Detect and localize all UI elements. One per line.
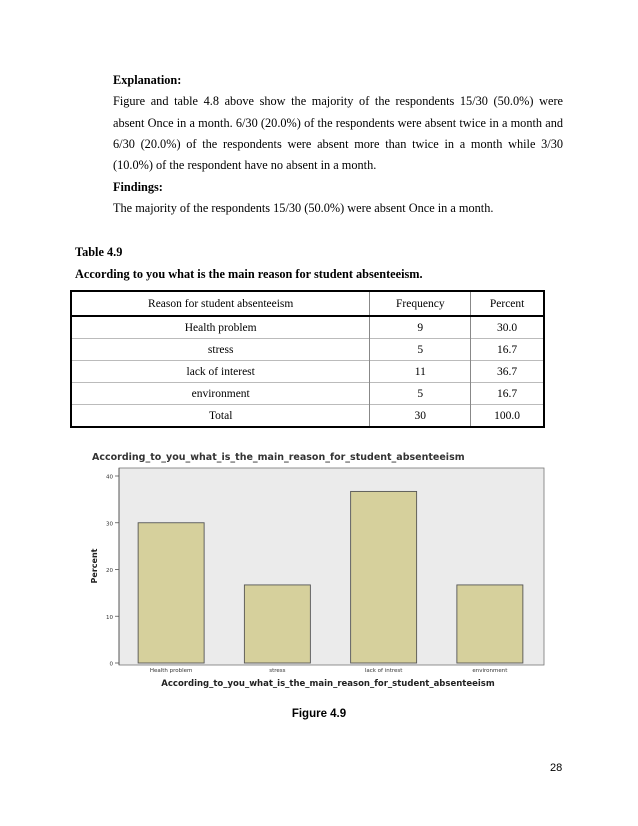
cell-reason: environment — [71, 383, 370, 405]
table-row — [71, 383, 544, 405]
x-tick-label: Health problem — [149, 668, 193, 674]
x-tick-label: stress — [269, 668, 286, 674]
table-header-row — [71, 291, 544, 316]
cell-frequency: 5 — [370, 339, 471, 361]
figure-caption: Figure 4.9 — [291, 708, 347, 720]
bar-chart — [88, 448, 550, 688]
y-tick-label: 0 — [109, 661, 113, 668]
page-number: 28 — [550, 762, 563, 774]
x-tick-label: lack of intrest — [364, 668, 403, 674]
table-row — [71, 339, 544, 361]
bar-stress — [244, 585, 310, 663]
header-percent: Percent — [471, 291, 544, 316]
cell-frequency: 30 — [370, 405, 471, 428]
x-tick-label: environment — [472, 668, 508, 674]
findings-heading: Findings: — [113, 180, 163, 194]
table-title: According to you what is the main reason for student absenteeism. — [75, 267, 423, 281]
header-frequency: Frequency — [370, 291, 471, 316]
cell-frequency: 11 — [370, 361, 471, 383]
cell-reason: Health problem — [71, 316, 370, 339]
cell-percent: 16.7 — [471, 383, 544, 405]
cell-reason: stress — [71, 339, 370, 361]
y-tick-label: 40 — [106, 474, 113, 481]
cell-frequency: 5 — [370, 383, 471, 405]
explanation-heading: Explanation: — [113, 73, 182, 87]
cell-percent: 100.0 — [471, 405, 544, 428]
bar-lack-of-intrest — [351, 491, 417, 663]
cell-percent: 36.7 — [471, 361, 544, 383]
header-reason: Reason for student absenteeism — [71, 291, 370, 316]
y-tick-label: 20 — [106, 568, 113, 574]
cell-percent: 16.7 — [471, 339, 544, 361]
table-row — [71, 361, 544, 383]
findings-block — [113, 177, 563, 220]
table-label: Table 4.9 — [75, 245, 123, 259]
findings-text: The majority of the respondents 15/30 (50.0%) were absent Once in a month. — [113, 201, 494, 216]
table-row — [71, 316, 544, 339]
table-row-total — [71, 405, 544, 428]
y-tick-label: 10 — [106, 614, 113, 621]
explanation-text: Figure and table 4.8 above show the majority of the respondents 15/30 (50.0%) were absent Once in a month. 6/30 (20.0%) of the respondents were absent twice in a month and 6/30 (20.0%) of the respondents were absent more than twice in a month while 3/30 (10.0%) of the respondent have no absent in a month. — [113, 94, 563, 173]
x-axis-label: According_to_you_what_is_the_main_reason_for_student_absenteeism — [161, 679, 495, 688]
cell-frequency: 9 — [370, 316, 471, 339]
cell-percent: 30.0 — [471, 316, 544, 339]
y-tick-label: 30 — [106, 521, 113, 528]
chart-title: According_to_you_what_is_the_main_reason_for_student_absenteeism — [92, 452, 465, 463]
bar-health-problem — [138, 523, 204, 663]
bar-environment — [457, 585, 523, 663]
cell-reason: lack of interest — [71, 361, 370, 383]
absenteeism-reason-table — [70, 290, 545, 428]
explanation-block — [113, 70, 563, 176]
cell-reason: Total — [71, 405, 370, 428]
y-axis-label: Percent — [90, 548, 99, 584]
